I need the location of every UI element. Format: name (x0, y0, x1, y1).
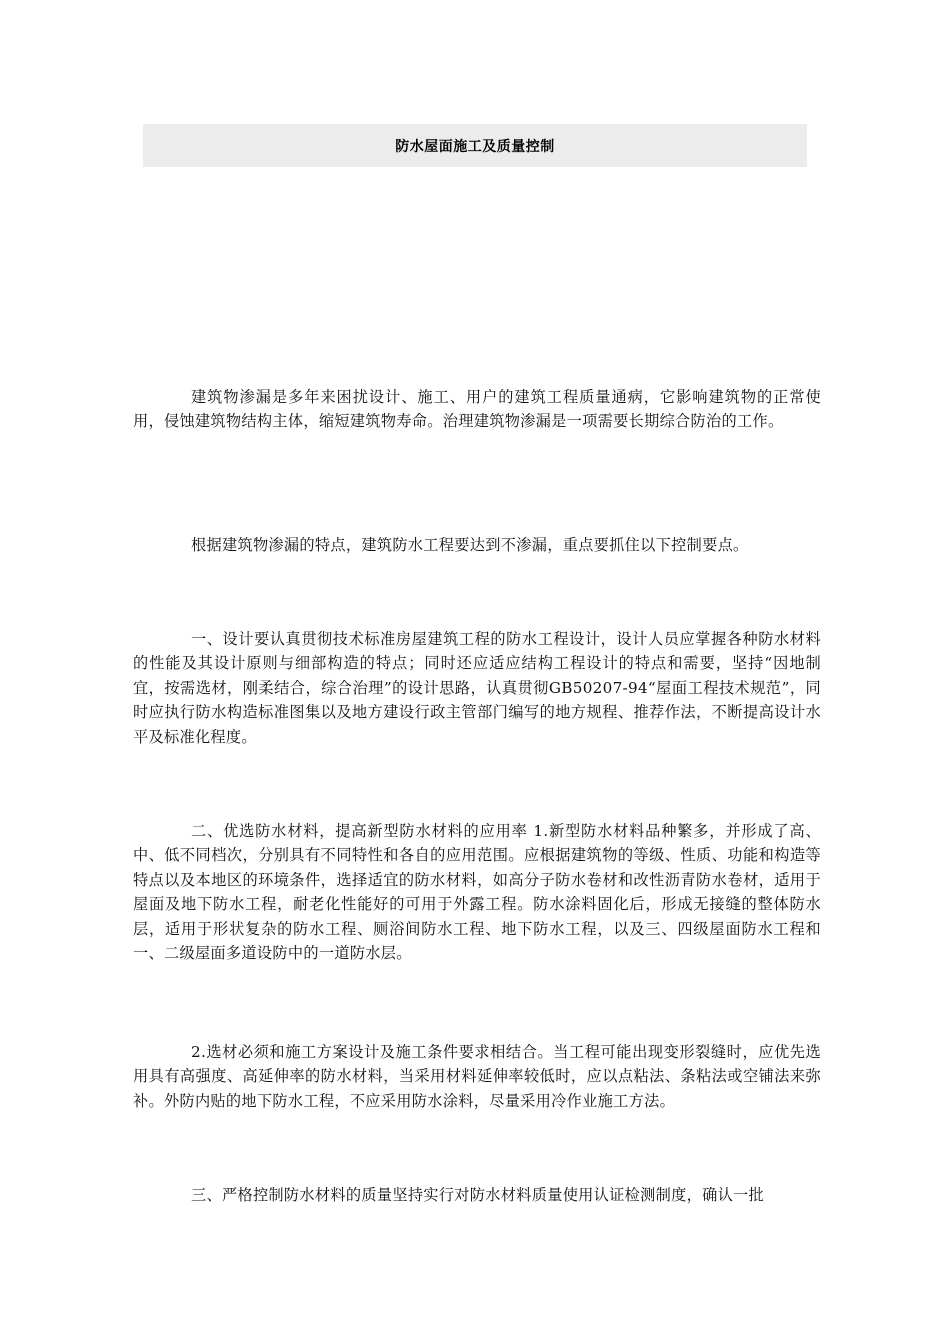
paragraph-material-selection: 二、优选防水材料，提高新型防水材料的应用率 1.新型防水材料品种繁多，并形成了高、中、低不同档次，分别具有不同特性和各自的应用范围。应根据建筑物的等级、性质、功能和构造等特点以及本地区的环境条件，选择适宜的防水材料，如高分子防水卷材和改性沥青防水卷材，适用于屋面及地下防水工程，耐老化性能好的可用于外露工程。防水涂料固化后，形成无接缝的整体防水层，适用于形状复杂的防水工程、厕浴间防水工程、地下防水工程，以及三、四级屋面防水工程和一、二级屋面多道设防中的一道防水层。 (133, 822, 821, 963)
paragraph-construction-scheme: 2.选材必须和施工方案设计及施工条件要求相结合。当工程可能出现变形裂缝时，应优先选用具有高强度、高延伸率的防水材料，当采用材料延伸率较低时，应以点粘法、条粘法或空铺法来弥补。外防内贴的地下防水工程，不应采用防水涂料，尽量采用冷作业施工方法。 (133, 1043, 821, 1110)
paragraph-quality-control: 三、严格控制防水材料的质量坚持实行对防水材料质量使用认证检测制度，确认一批 (191, 1186, 765, 1204)
paragraph-control-points: 根据建筑物渗漏的特点，建筑防水工程要达到不渗漏，重点要抓住以下控制要点。 (191, 536, 749, 554)
title-banner (143, 124, 807, 167)
paragraph-design-standards: 一、设计要认真贯彻技术标准房屋建筑工程的防水工程设计，设计人员应掌握各种防水材料的性能及其设计原则与细部构造的特点；同时还应适应结构工程设计的特点和需要，坚持“因地制宜，按需选材，刚柔结合，综合治理”的设计思路，认真贯彻GB50207-94“屋面工程技术规范”，同时应执行防水构造标准图集以及地方建设行政主管部门编写的地方规程、推荐作法，不断提高设计水平及标准化程度。 (133, 630, 821, 746)
document-title: 防水屋面施工及质量控制 (395, 138, 555, 155)
paragraph-intro: 建筑物渗漏是多年来困扰设计、施工、用户的建筑工程质量通病，它影响建筑物的正常使用，侵蚀建筑物结构主体，缩短建筑物寿命。治理建筑物渗漏是一项需要长期综合防治的工作。 (133, 388, 821, 431)
